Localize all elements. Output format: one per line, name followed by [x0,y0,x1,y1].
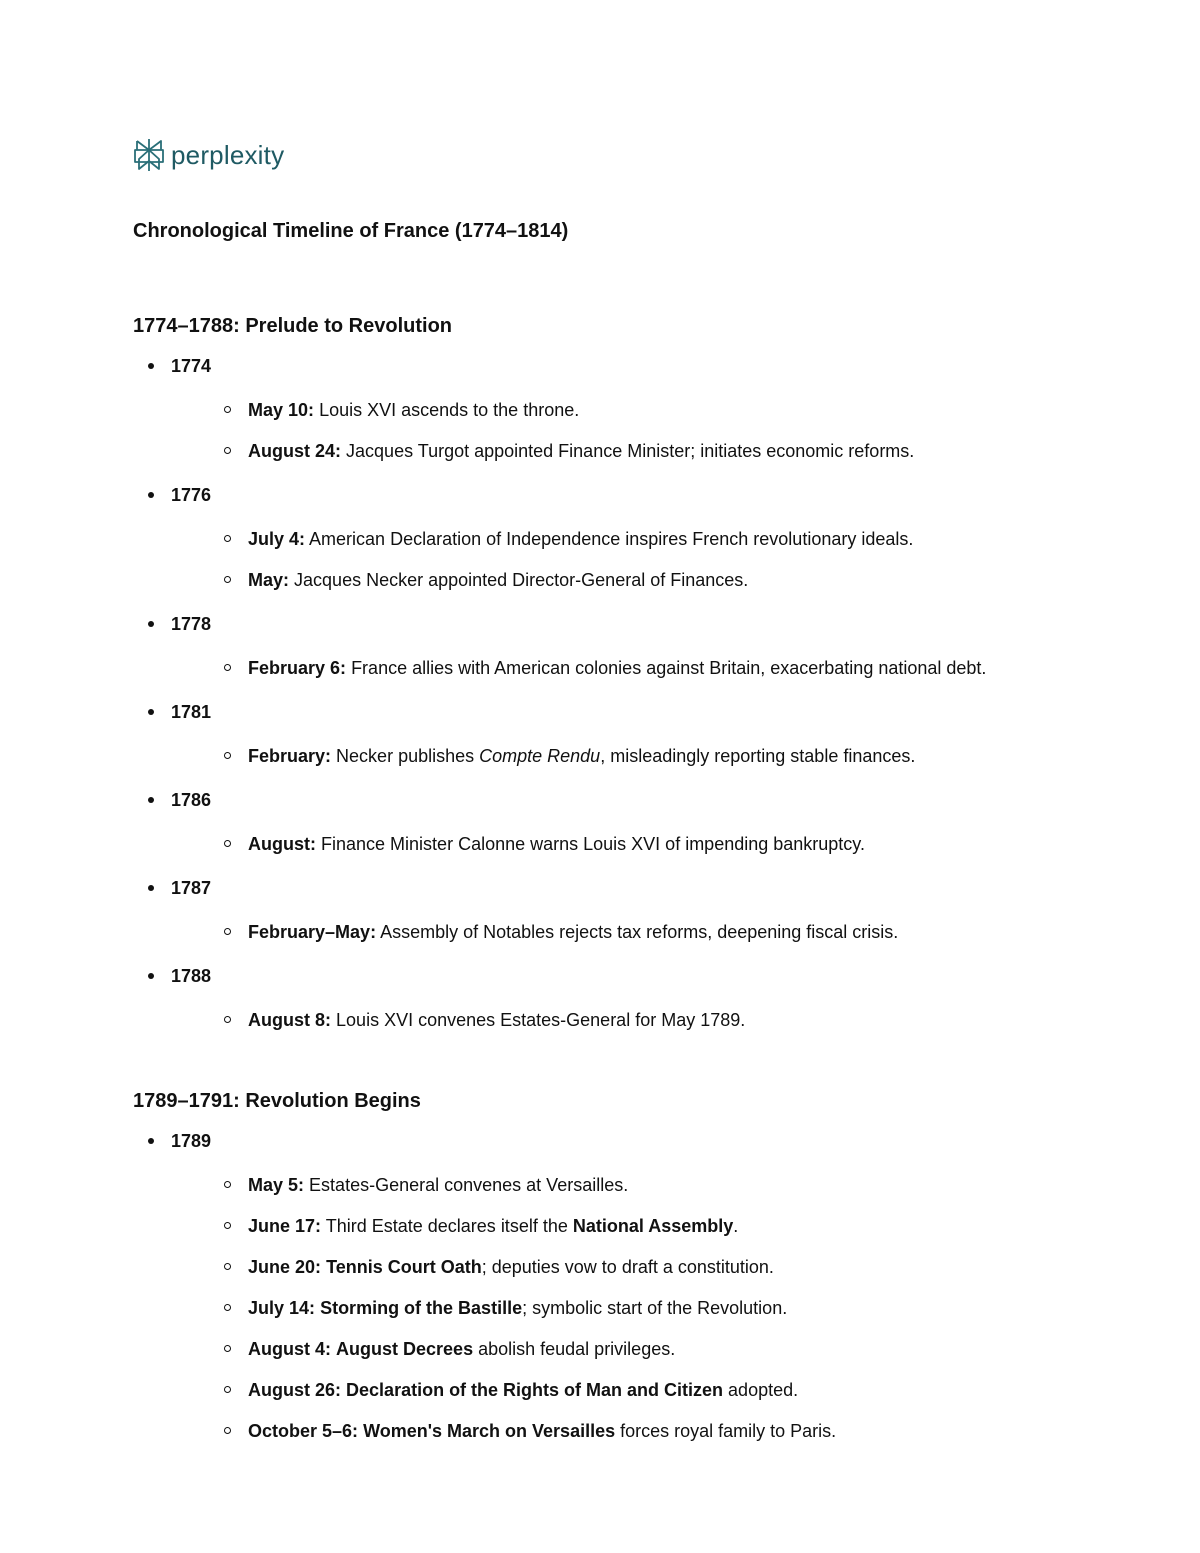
event-list [171,395,1053,466]
event-text: adopted. [723,1380,799,1400]
event-emphasis: Storming of the Bastille [320,1298,523,1318]
event-item: May 5: Estates-General convenes at Versailles. [171,1170,1053,1200]
event-emphasis: Tennis Court Oath [326,1257,482,1277]
year-item [133,612,1053,683]
year-label: 1778 [171,614,212,634]
event-title-italic: Compte Rendu [479,746,601,766]
event-item: June 17: Third Estate declares itself the National Assembly. [171,1211,1053,1241]
year-item [133,876,1053,947]
event-list [171,524,1053,595]
year-item [133,354,1053,466]
year-label: 1788 [171,966,212,986]
year-item [133,788,1053,859]
year-list [133,1129,1053,1446]
event-item: August 26: Declaration of the Rights of Man and Citizen adopted. [171,1375,1053,1405]
event-date: August 8 [248,1010,326,1030]
event-list [171,1170,1053,1446]
event-text: ; symbolic start of the Revolution. [522,1298,788,1318]
year-label: 1789 [171,1131,212,1151]
event-item: May 10: Louis XVI ascends to the throne. [171,395,1053,425]
event-emphasis: August Decrees [336,1339,474,1359]
event-text: . [733,1216,739,1236]
event-list [171,1005,1053,1035]
event-date: February 6 [248,658,341,678]
event-list [171,829,1053,859]
event-item: July 4: American Declaration of Independence inspires French revolutionary ideals. [171,524,1053,554]
year-item [133,964,1053,1035]
event-text: forces royal family to Paris. [615,1421,837,1441]
event-emphasis: Women's March on Versailles [363,1421,616,1441]
year-label: 1786 [171,790,212,810]
year-label: 1774 [171,356,212,376]
event-date: June 17 [248,1216,316,1236]
event-text: Jacques Turgot appointed Finance Minister; initiates economic reforms. [346,441,915,461]
document-title: Chronological Timeline of France (1774–1814) [133,220,569,242]
event-date: May [248,570,284,590]
year-label: 1781 [171,702,212,722]
event-item: February 6: France allies with American colonies against Britain, exacerbating national debt. [171,653,1053,683]
event-list [171,917,1053,947]
event-date: May 10 [248,400,309,420]
year-label: 1787 [171,878,212,898]
event-text: Necker publishes [336,746,480,766]
section-heading: 1774–1788: Prelude to Revolution [133,315,453,337]
event-text: Third Estate declares itself the [325,1216,573,1236]
event-item: February–May: Assembly of Notables rejects tax reforms, deepening fiscal crisis. [171,917,1053,947]
event-text: Assembly of Notables rejects tax reforms, deepening fiscal crisis. [380,922,899,942]
year-list [133,354,1053,1035]
event-item: August 4: August Decrees abolish feudal privileges. [171,1334,1053,1364]
event-text: abolish feudal privileges. [473,1339,676,1359]
year-item [133,1129,1053,1446]
event-text: Louis XVI convenes Estates-General for May 1789. [336,1010,746,1030]
event-date: October 5–6 [248,1421,353,1441]
event-list [171,741,1053,771]
event-emphasis: Declaration of the Rights of Man and Citizen [346,1380,724,1400]
event-date: June 20 [248,1257,316,1277]
perplexity-logo [133,135,1053,175]
event-item: August: Finance Minister Calonne warns Louis XVI of impending bankruptcy. [171,829,1053,859]
event-date: August 24 [248,441,336,461]
event-date: July 4 [248,529,300,549]
event-date: May 5 [248,1175,299,1195]
event-item: October 5–6: Women's March on Versailles forces royal family to Paris. [171,1416,1053,1446]
event-text: , misleadingly reporting stable finances. [600,746,916,766]
section-heading: 1789–1791: Revolution Begins [133,1090,421,1112]
event-text: Estates-General convenes at Versailles. [309,1175,629,1195]
event-text: Jacques Necker appointed Director-General of Finances. [294,570,749,590]
event-item: June 20: Tennis Court Oath; deputies vow to draft a constitution. [171,1252,1053,1282]
brand-name: perplexity [171,139,285,170]
timeline-sections [133,312,1053,1446]
event-text: American Declaration of Independence inspires French revolutionary ideals. [309,529,914,549]
event-item: August 24: Jacques Turgot appointed Finance Minister; initiates economic reforms. [171,436,1053,466]
event-date: August 4 [248,1339,326,1359]
event-date: August [248,834,310,854]
event-item: August 8: Louis XVI convenes Estates-General for May 1789. [171,1005,1053,1035]
event-item: February: Necker publishes Compte Rendu, misleadingly reporting stable finances. [171,741,1053,771]
event-date: August 26 [248,1380,336,1400]
event-text: ; deputies vow to draft a constitution. [481,1257,774,1277]
event-text: Finance Minister Calonne warns Louis XVI of impending bankruptcy. [321,834,865,854]
document-page [133,135,1053,1463]
event-date: February [248,746,326,766]
event-date: February–May [248,922,371,942]
event-text: Louis XVI ascends to the throne. [319,400,580,420]
year-label: 1776 [171,485,212,505]
event-item: May: Jacques Necker appointed Director-General of Finances. [171,565,1053,595]
year-item [133,700,1053,771]
event-item: July 14: Storming of the Bastille; symbolic start of the Revolution. [171,1293,1053,1323]
event-emphasis: National Assembly [572,1216,734,1236]
event-date: July 14 [248,1298,310,1318]
year-item [133,483,1053,595]
event-list [171,653,1053,683]
event-text: France allies with American colonies against Britain, exacerbating national debt. [351,658,987,678]
perplexity-logo-icon [133,137,165,173]
